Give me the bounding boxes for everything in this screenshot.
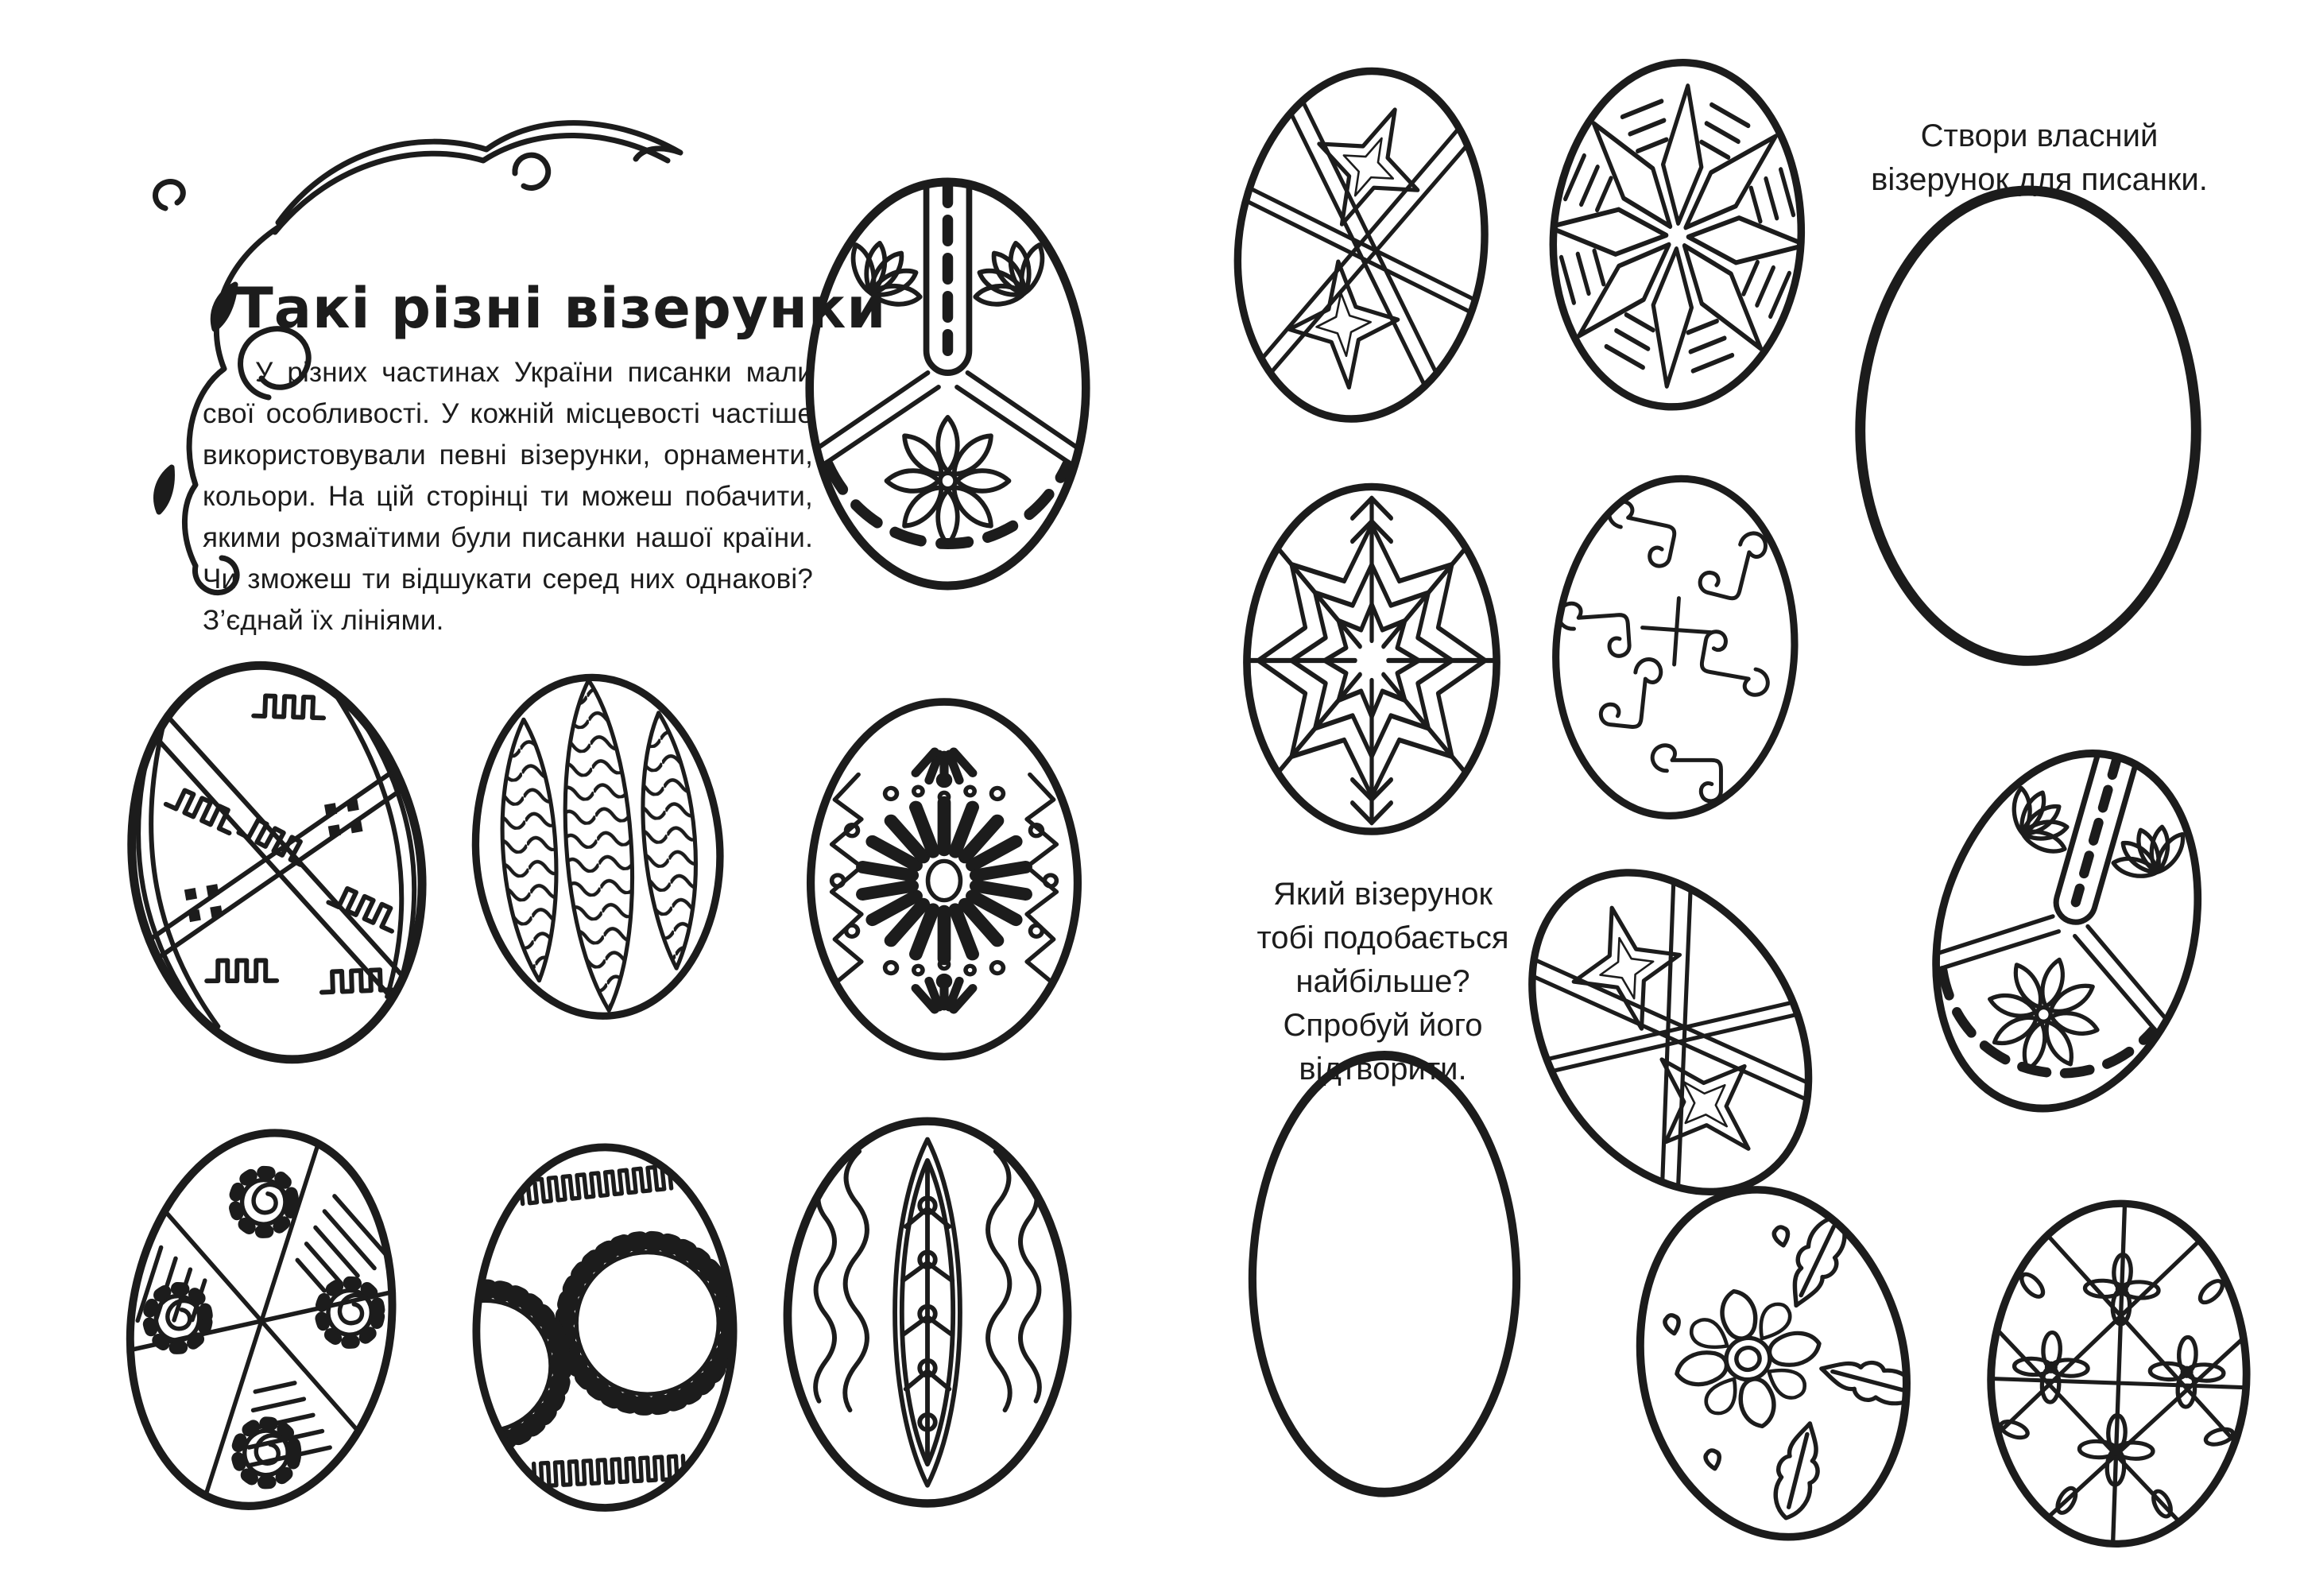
egg-starburst-dots [796, 685, 1092, 1076]
page-title: Такі різні візерунки [235, 275, 887, 341]
egg-combs-cross [82, 621, 470, 1106]
egg-heart-flower [1590, 1145, 1955, 1583]
egg-spiral-suns [91, 1096, 433, 1545]
egg-fringed-circles [463, 1130, 747, 1528]
egg-wave-leaves [450, 653, 745, 1044]
egg-fans-rosette-2 [1878, 702, 2257, 1163]
egg-fans-rosette-1 [795, 163, 1101, 608]
egg-chevron-web [1233, 471, 1510, 850]
egg-central-leaf [772, 1103, 1082, 1524]
egg-meander-hooks [1531, 454, 1820, 843]
egg-lattice-flowers [1971, 1183, 2267, 1567]
egg-four-point-stars-1 [1203, 39, 1520, 454]
intro-paragraph: У різних частинах України писанки мали свої особливості. У кожній місцевості частіше використовували певні візерунки, орнаменти, кольори. На цій сторінці ти можеш побачити, якими розмаїтими були писанки нашої країни. Чи зможеш ти відшукати серед них однакові? З’єднай їх лініями. [203, 357, 813, 636]
egg-eight-point-star [1528, 37, 1828, 436]
egg-blank-favorite [1238, 1035, 1531, 1517]
caption-create-own: Створи власний візерунок для писанки. [1871, 118, 2208, 197]
caption-favorite-pattern: Який візерунок тобі подобається найбільше? Спробуй його відтворити. [1256, 877, 1509, 1087]
egg-blank-create [1842, 169, 2214, 687]
